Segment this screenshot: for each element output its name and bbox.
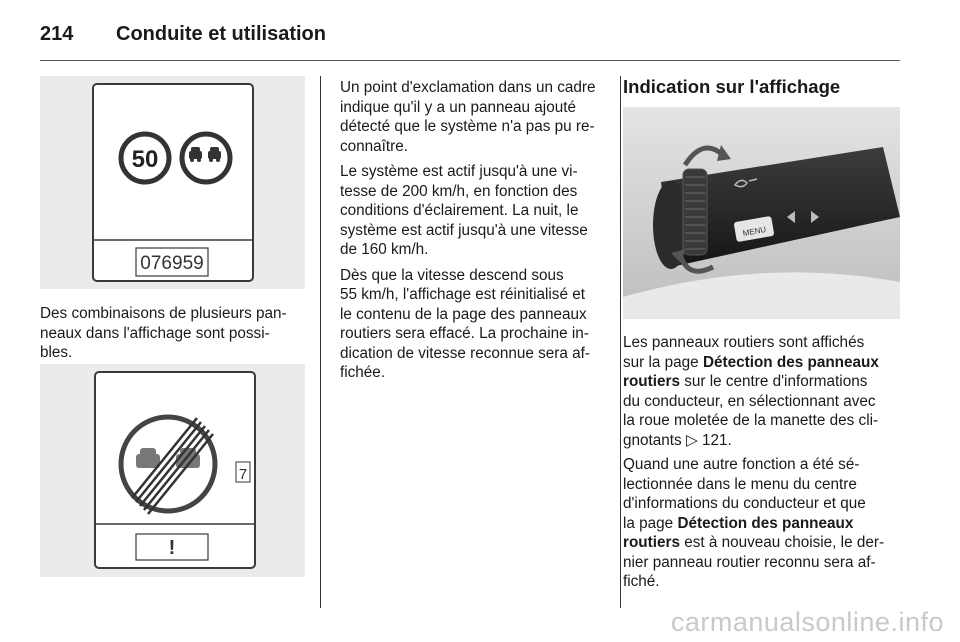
combination-caption [40, 304, 315, 363]
watermark: carmanualsonline.info [670, 607, 944, 637]
caption-line: neaux dans l'affichage sont possi- [40, 324, 270, 342]
turn-signal-stalk-illustration [623, 107, 900, 319]
paragraph-speed-range: Le système est actif jusqu'à une vi- tesse de 200 km/h, en fonction des conditions d'éclairement. La nuit, le système est actif jusqu'à une vitesse de 160 km/h. [340, 163, 588, 258]
menu-page-name: routiers [623, 373, 680, 390]
display-indication-paragraph-2: Quand une autre fonction a été sé- lectionnée dans le menu du centre d'informations du conducteur et que la page Détection des panneaux routiers est à nouveau choisie, le der- nier panneau routier reconnu sera af- fiché. [623, 456, 885, 590]
stalk-figure [623, 107, 900, 319]
menu-page-name: Détection des panneaux [677, 514, 854, 532]
caption-line: Des combinaisons de plusieurs pan- [40, 305, 287, 322]
page-header [40, 14, 326, 54]
exclamation-mark: ! [168, 537, 176, 559]
page-title: Conduite et utilisation [116, 22, 326, 45]
header-rule [40, 60, 900, 61]
paragraph-reset: Dès que la vitesse descend sous 55 km/h, l'affichage est réinitialisé et le contenu de la page des panneaux routiers sera effacé. La prochaine in- dication de vitesse reconnue sera af- fichée. [340, 266, 590, 381]
arrow-ref-icon: ▷ [685, 431, 698, 449]
display-indication-paragraph-1: Les panneaux routiers sont affichés sur la page Détection des panneaux routiers sur le centre d'informations du conducteur, en sélectionnant avec la roue moletée de la manette des cli- gnotants ▷ 121. [623, 334, 879, 449]
page-number: 214 [40, 22, 74, 45]
sign-code-label: 076959 [140, 253, 204, 274]
menu-page-name: Détection des panneaux [702, 353, 879, 371]
sign-combination-figure [40, 76, 305, 289]
sign-panel-illustration [40, 76, 305, 289]
column-divider-2 [620, 76, 621, 608]
end-of-no-overtaking-sign-icon [121, 417, 215, 514]
speed-limit-value: 50 [131, 146, 159, 173]
middle-column-text [340, 78, 612, 389]
page-reference: 121. [697, 431, 732, 449]
no-overtaking-sign-icon [182, 134, 230, 182]
section-heading: Indication sur l'affichage [623, 76, 841, 97]
end-no-overtaking-illustration [40, 364, 305, 577]
menu-page-name: routiers [623, 534, 680, 551]
stalk-menu-button: MENU [742, 224, 767, 238]
caption-line: bles. [40, 344, 73, 361]
column-divider-1 [320, 76, 321, 608]
paragraph-exclamation: Un point d'exclamation dans un cadre indique qu'il y a un panneau ajouté détecté que le système n'a pas pu re- connaître. [340, 79, 596, 155]
additional-sign-number: 7 [238, 466, 248, 483]
end-no-overtaking-figure [40, 364, 305, 577]
